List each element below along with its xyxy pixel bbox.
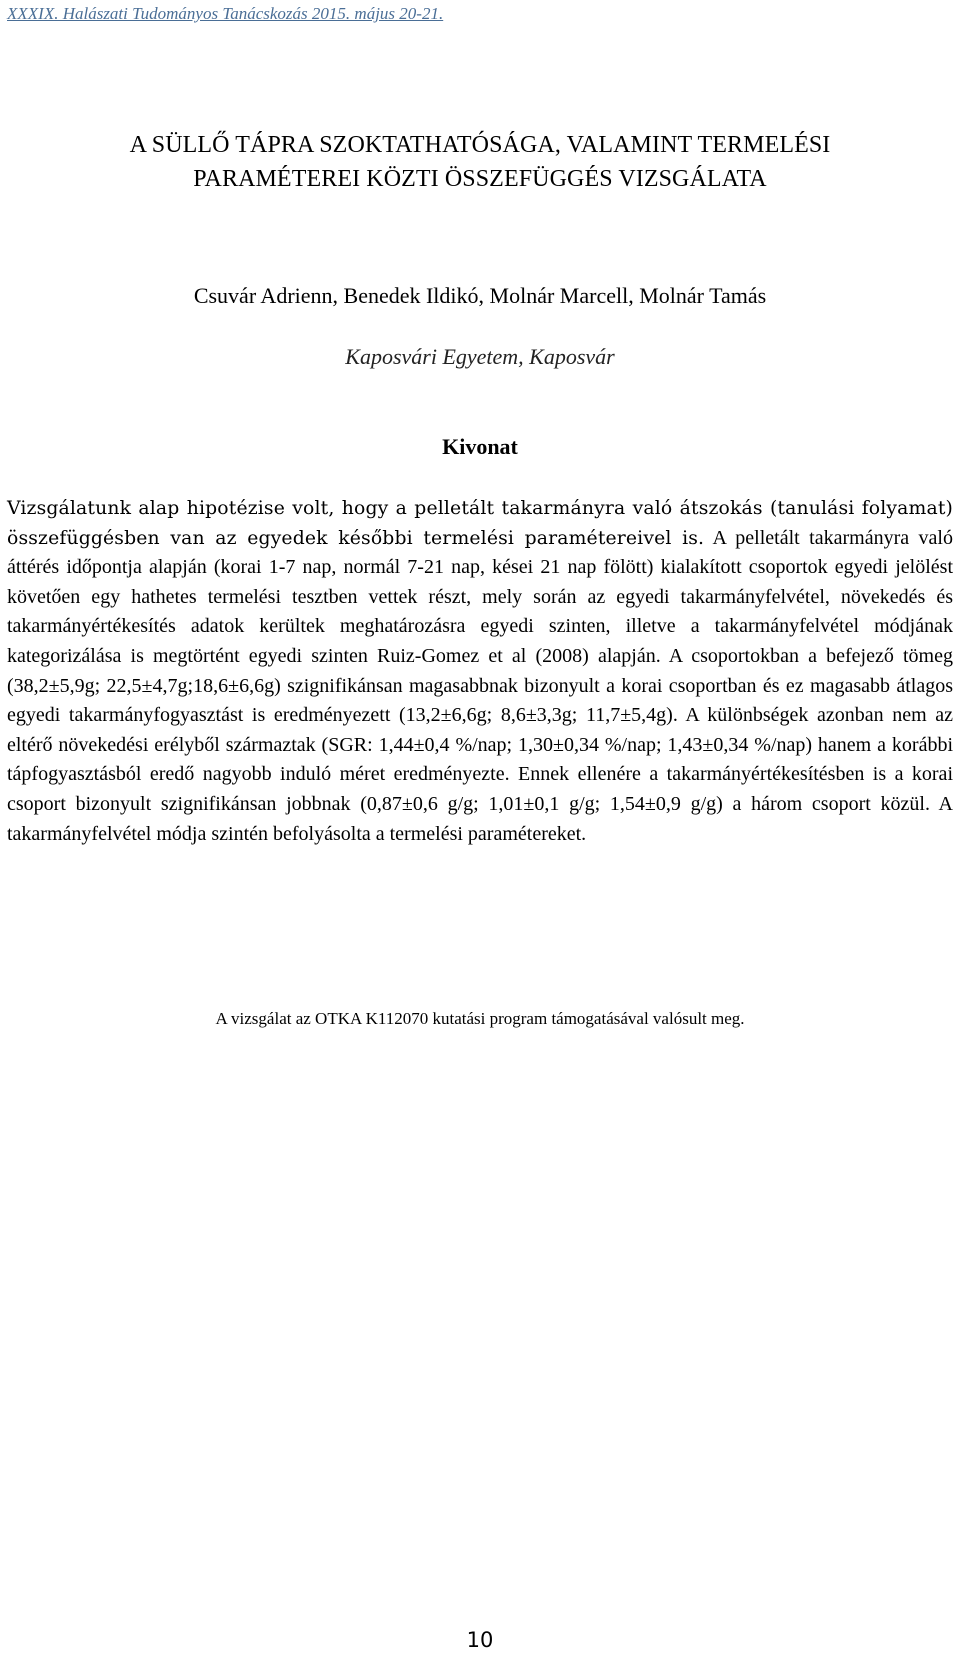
funding-note: A vizsgálat az OTKA K112070 kutatási program támogatásával valósult meg. — [215, 1009, 745, 1028]
abstract-text — [7, 494, 953, 849]
paper-title — [0, 128, 960, 196]
affiliation: Kaposvári Egyetem, Kaposvár — [345, 344, 615, 369]
author-list: Csuvár Adrienn, Benedek Ildikó, Molnár Marcell, Molnár Tamás — [193, 283, 767, 308]
paper-title-line-1: A SÜLLŐ TÁPRA SZOKTATHATÓSÁGA, VALAMINT TERMELÉSI — [129, 132, 831, 158]
running-header: XXXIX. Halászati Tudományos Tanácskozás 2015. május 20-21. — [7, 4, 444, 23]
abstract-heading: Kivonat — [442, 434, 518, 459]
paper-title-line-2: PARAMÉTEREI KÖZTI ÖSSZEFÜGGÉS VIZSGÁLATA — [193, 166, 767, 192]
abstract-first-sentence: Vizsgálatunk alap hipotézise volt, hogy a pelletált takarmányra való átszokás (tanulási folyamat) összefüggésben van az egyedek későbbi termelési paramétereivel is. — [7, 498, 953, 549]
page-number: 10 — [466, 1628, 494, 1652]
abstract-body: A pelletált takarmányra való áttérés időpontja alapján (korai 1-7 nap, normál 7-21 nap, kései 21 nap fölött) kialakított csoportok egyedi jelölést követően egy hathetes termelési tesztben vettek részt, mely során az egyedi takarmányfelvétel, növekedés és takarmányértékesítés adatok kerültek meghatározásra egyedi szinten, illetve a takarmányfelvétel módjának kategorizálása is megtörtént egyedi szinten Ruiz-Gomez et al (2008) alapján. A csoportokban a befejező tömeg (38,2±5,9g; 22,5±4,7g;18,6±6,6g) szignifikánsan magasabbnak bizonyult a korai csoportban és ez magasabb átlagos egyedi takarmányfogyasztást is eredményezett (13,2±6,6g; 8,6±3,3g; 11,7±5,4g). A különbségek azonban nem az eltérő növekedési erélyből származtak (SGR: 1,44±0,4 %/nap; 1,30±0,34 %/nap; 1,43±0,34 %/nap) hanem a korábbi tápfogyasztásból eredő nagyobb induló méret eredményezte. Ennek ellenére a takarmányértékesítésben is a korai csoport bizonyult szignifikánsan jobbnak (0,87±0,6 g/g; 1,01±0,1 g/g; 1,54±0,9 g/g) a három csoport közül. A takarmányfelvétel módja szintén befolyásolta a termelési paramétereket. — [7, 526, 953, 845]
